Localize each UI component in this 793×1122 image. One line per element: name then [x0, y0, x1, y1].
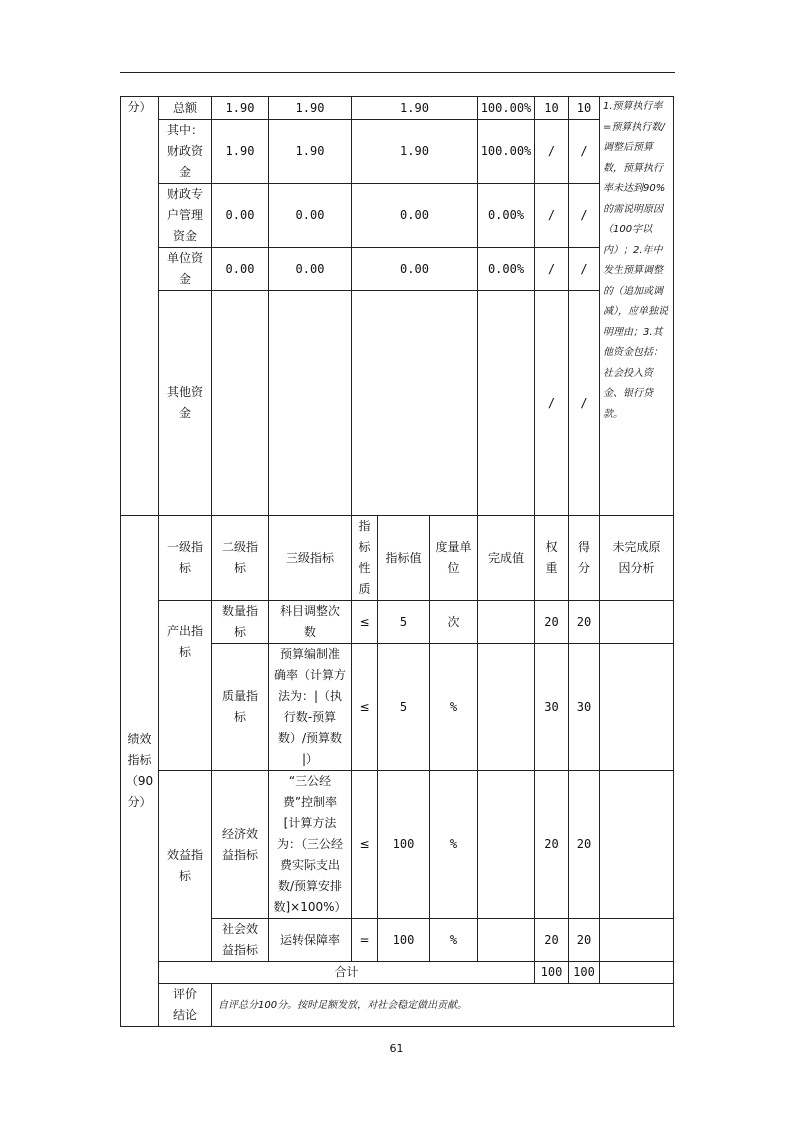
budget-executed: 1.90 [352, 97, 478, 120]
budget-initial: 1.90 [212, 120, 269, 184]
budget-rate: 100.00% [478, 120, 535, 184]
indicator-target: 5 [378, 644, 430, 771]
budget-initial: 0.00 [212, 184, 269, 248]
budget-row-label: 财政专 户管理 资金 [159, 184, 212, 248]
budget-executed [352, 291, 478, 516]
budget-adjusted: 1.90 [269, 97, 352, 120]
indicator-row [121, 771, 674, 919]
indicator-level3: 运转保障率 [269, 919, 352, 962]
indicator-score: 30 [569, 644, 600, 771]
indicator-nature: = [352, 919, 378, 962]
indicator-reason [600, 919, 674, 962]
indicator-score: 20 [569, 771, 600, 919]
indicator-nature: ≤ [352, 771, 378, 919]
total-reason [600, 962, 674, 984]
header-level2: 二级指 标 [212, 516, 269, 601]
header-reason: 未完成原 因分析 [600, 516, 674, 601]
page-number: 61 [389, 1042, 404, 1055]
indicator-weight: 20 [535, 601, 569, 644]
indicator-actual [478, 601, 535, 644]
indicator-actual [478, 771, 535, 919]
indicator-level2: 数量指 标 [212, 601, 269, 644]
indicator-level2: 质量指 标 [212, 644, 269, 771]
indicator-actual [478, 919, 535, 962]
total-weight: 100 [535, 962, 569, 984]
budget-weight: / [535, 291, 569, 516]
performance-section-label: 绩效 指标 （90 分） [121, 516, 159, 1027]
indicator-nature: ≤ [352, 644, 378, 771]
budget-adjusted: 0.00 [269, 248, 352, 291]
budget-initial: 1.90 [212, 97, 269, 120]
budget-initial [212, 291, 269, 516]
total-label: 合计 [159, 962, 535, 984]
budget-rate [478, 291, 535, 516]
indicator-nature: ≤ [352, 601, 378, 644]
budget-row [121, 97, 674, 120]
indicator-weight: 20 [535, 919, 569, 962]
indicator-target: 100 [378, 771, 430, 919]
header-score: 得 分 [569, 516, 600, 601]
indicator-actual [478, 644, 535, 771]
indicator-reason [600, 771, 674, 919]
budget-rate: 0.00% [478, 248, 535, 291]
budget-score: 10 [569, 97, 600, 120]
header-level1: 一级指 标 [159, 516, 212, 601]
budget-row [121, 120, 674, 184]
budget-row-label: 其他资 金 [159, 291, 212, 516]
header-target: 指标值 [378, 516, 430, 601]
indicator-level1: 效益指 标 [159, 771, 212, 962]
indicator-score: 20 [569, 601, 600, 644]
header-weight: 权 重 [535, 516, 569, 601]
budget-row-label: 单位资 金 [159, 248, 212, 291]
conclusion-label: 评价 结论 [159, 984, 212, 1027]
indicator-level3: 预算编制准 确率（计算方 法为：|（执 行数-预算 数）/预算数 |） [269, 644, 352, 771]
total-score: 100 [569, 962, 600, 984]
budget-row-label: 其中： 财政资 金 [159, 120, 212, 184]
header-level3: 三级指标 [269, 516, 352, 601]
indicator-level2: 社会效 益指标 [212, 919, 269, 962]
budget-row [121, 291, 674, 516]
indicator-row [121, 601, 674, 644]
indicator-weight: 30 [535, 644, 569, 771]
indicator-unit: % [430, 771, 478, 919]
performance-header-row [121, 516, 674, 601]
budget-executed: 1.90 [352, 120, 478, 184]
budget-weight: / [535, 120, 569, 184]
budget-row [121, 184, 674, 248]
conclusion-text: 自评总分100分。按时足额发放，对社会稳定做出贡献。 [212, 984, 674, 1027]
header-nature: 指 标 性 质 [352, 516, 378, 601]
indicator-level2: 经济效 益指标 [212, 771, 269, 919]
indicator-weight: 20 [535, 771, 569, 919]
indicator-target: 100 [378, 919, 430, 962]
indicator-unit: 次 [430, 601, 478, 644]
budget-score: / [569, 291, 600, 516]
indicator-reason [600, 644, 674, 771]
budget-score: / [569, 184, 600, 248]
budget-rate: 100.00% [478, 97, 535, 120]
evaluation-table [120, 96, 674, 1027]
budget-row [121, 248, 674, 291]
budget-executed: 0.00 [352, 184, 478, 248]
budget-adjusted: 1.90 [269, 120, 352, 184]
indicator-level1: 产出指 标 [159, 601, 212, 771]
budget-score: / [569, 248, 600, 291]
budget-initial: 0.00 [212, 248, 269, 291]
indicator-target: 5 [378, 601, 430, 644]
indicator-reason [600, 601, 674, 644]
budget-adjusted [269, 291, 352, 516]
budget-rate: 0.00% [478, 184, 535, 248]
budget-row-label: 总额 [159, 97, 212, 120]
indicator-score: 20 [569, 919, 600, 962]
budget-executed: 0.00 [352, 248, 478, 291]
header-unit: 度量单 位 [430, 516, 478, 601]
indicator-level3: “三公经 费”控制率 [计算方法 为：（三公经 费实际支出 数/预算安排 数]×100%） [269, 771, 352, 919]
budget-weight: 10 [535, 97, 569, 120]
budget-section-label: 分） [121, 97, 159, 516]
total-row [121, 962, 674, 984]
budget-score: / [569, 120, 600, 184]
budget-adjusted: 0.00 [269, 184, 352, 248]
indicator-unit: % [430, 644, 478, 771]
budget-note: 1.预算执行率=预算执行数/调整后预算数，预算执行率未达到90%的需说明原因（100字以内）；2.年中发生预算调整的（追加或调减），应单独说明理由；3.其他资金包括：社会投入资金、银行贷款。 [600, 97, 674, 516]
indicator-unit: % [430, 919, 478, 962]
indicator-level3: 科目调整次 数 [269, 601, 352, 644]
budget-weight: / [535, 248, 569, 291]
budget-weight: / [535, 184, 569, 248]
header-actual: 完成值 [478, 516, 535, 601]
conclusion-row [121, 984, 674, 1027]
header-rule [120, 72, 675, 73]
